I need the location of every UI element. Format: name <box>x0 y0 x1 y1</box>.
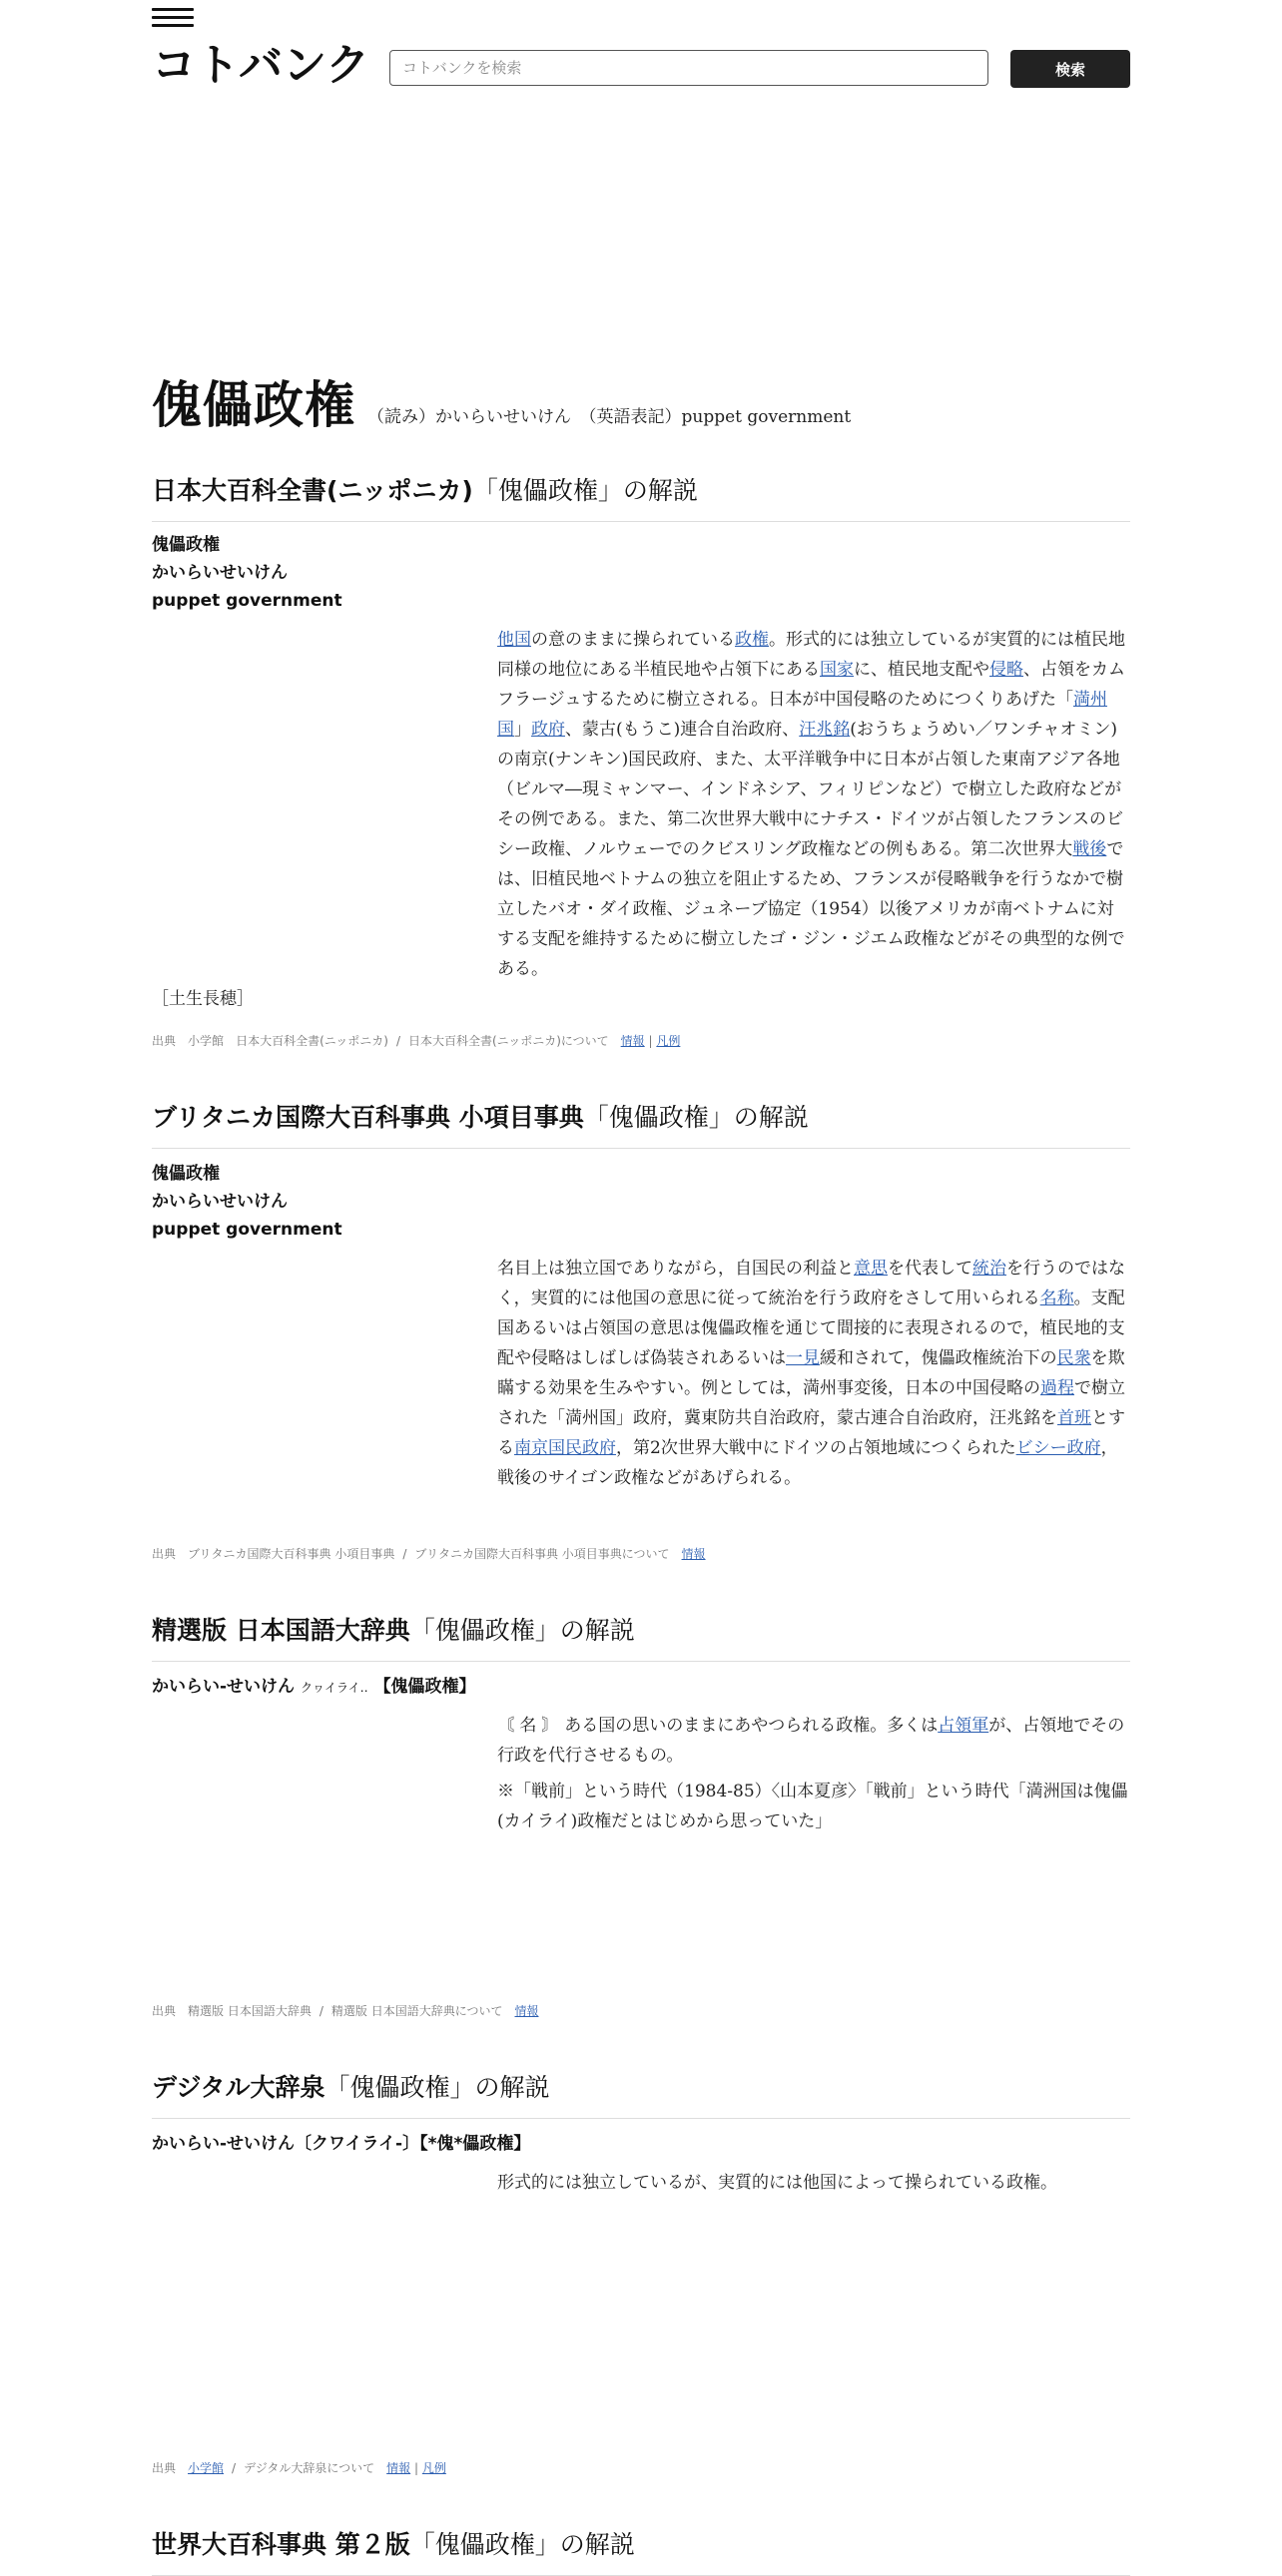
page-wrapper <box>152 0 1130 2559</box>
entry-definition: 形式的には独立しているが、実質的には他国によって操られている政権。 <box>497 2173 1057 2193</box>
term-link[interactable]: 南京国民政府 <box>514 1438 616 1458</box>
entry-head-word: かいらい‐せいけん〔クワイライ‐〕【*傀*儡政権】 <box>152 2134 531 2154</box>
term-link[interactable]: 他国 <box>497 630 531 650</box>
site-header <box>152 0 1130 100</box>
entry-head-reading: かいらいせいけん <box>152 1192 288 1212</box>
entry-body-nikkoku: 〘 名 〙 ある国の思いのままにあやつられる政権。多くは占領軍が、占領地でその行政を代行させるもの。 ※「戦前」という時代（1984‐85）〈山本夏彦〉「戦前」という時代「満洲国は傀儡(カイライ)政権だとはじめから思っていた」 <box>497 1711 1130 1836</box>
term-link[interactable]: 首班 <box>1057 1408 1091 1428</box>
source-nipponica: 出典 小学館 日本大百科全書(ニッポニカ) / 日本大百科全書(ニッポニカ)について 情報 | 凡例 <box>152 1034 681 1048</box>
section-suffix: 「傀儡政権」の解説 <box>472 476 698 505</box>
hamburger-menu-icon[interactable] <box>152 8 194 32</box>
info-link[interactable]: 情報 <box>681 1547 706 1561</box>
source-daijisen: 出典 小学館 / デジタル大辞泉について 情報 | 凡例 <box>152 2461 446 2475</box>
dict-name: 世界大百科事典 第２版 <box>152 2530 410 2559</box>
entry-body-britannica: 名目上は独立国でありながら，自国民の利益と意思を代表して統治を行うのではなく，実質的には他国の意思に従って統治を行う政府をさして用いられる名称。支配国あるいは占領国の意思は傀儡政権を通じて間接的に表現されるので，植民地的支配や侵略はしばしば偽装されあるいは一見緩和されて，傀儡政権統治下の民衆を欺瞞する効果を生みやすい。例としては，満州事変後，日本の中国侵略の過程で樹立された「満州国」政府，冀東防共自治政府，蒙古連合自治政府，汪兆銘を首班とする南京国民政府，第2次世界大戦中にドイツの占領地域につくられたビシー政府，戦後のサイゴン政権などがあげられる。 <box>497 1259 1125 1488</box>
source-britannica: 出典 ブリタニカ国際大百科事典 小項目事典 / ブリタニカ国際大百科事典 小項目事典について 情報 <box>152 1547 706 1561</box>
entry-example: ※「戦前」という時代（1984‐85）〈山本夏彦〉「戦前」という時代「満洲国は傀儡(カイライ)政権だとはじめから思っていた」 <box>497 1782 1128 1831</box>
entry-head <box>152 531 342 615</box>
section-suffix: 「傀儡政権」の解説 <box>409 2530 635 2559</box>
entry-head-word: 傀儡政権 <box>152 1164 220 1184</box>
entry-body-nipponica: 他国の意のままに操られている政権。形式的には独立しているが実質的には植民地同様の地位にある半植民地や占領下にある国家に、植民地支配や侵略、占領をカムフラージュするために樹立される。日本が中国侵略のためにつくりあげた「満州国」政府、蒙古(もうこ)連合自治政府、汪兆銘(おうちょうめい／ワンチャオミン)の南京(ナンキン)国民政府、また、太平洋戦争中に日本が占領した東南アジア各地（ビルマ―現ミャンマー、インドネシア、フィリピンなど）で樹立した政府などがその例である。また、第二次世界大戦中にナチス・ドイツが占領したフランスのビシー政権、ノルウェーでのクビスリング政権などの例もある。第二次世界大戦後では、旧植民地ベトナムの独立を阻止するため、フランスが侵略戦争を行うなかで樹立したバオ・ダイ政権、ジュネーブ協定（1954）以後アメリカが南ベトナムに対する支配を維持するために樹立したゴ・ジン・ジエム政権などがその典型的な例である。 ［土生長穂］ <box>152 630 1125 1009</box>
dict-name: 精選版 日本国語大辞典 <box>152 1616 410 1645</box>
site-logo[interactable]: コトバンク <box>152 40 370 91</box>
entry-author: ［土生長穂］ <box>152 989 254 1009</box>
term-link[interactable]: 一見 <box>786 1348 820 1368</box>
term-link[interactable]: 統治 <box>972 1259 1006 1279</box>
entry-head <box>152 1160 342 1244</box>
term-link[interactable]: 民衆 <box>1056 1348 1091 1368</box>
term-link[interactable]: 満州国 <box>497 690 1107 740</box>
section-title-nikkoku <box>152 1611 1130 1662</box>
publisher-link[interactable]: 小学館 <box>188 2461 225 2475</box>
term-link[interactable]: 意思 <box>854 1259 888 1279</box>
term-link[interactable]: 占領軍 <box>938 1716 989 1736</box>
section-title-britannica <box>152 1098 1130 1149</box>
entry-head-reading: かいらいせいけん <box>152 563 288 583</box>
dict-name: デジタル大辞泉 <box>152 2073 325 2102</box>
section-suffix: 「傀儡政権」の解説 <box>583 1103 809 1132</box>
term-link[interactable]: ビシー政府 <box>1015 1438 1101 1458</box>
info-link[interactable]: 情報 <box>620 1034 645 1048</box>
info-link[interactable]: 情報 <box>386 2461 411 2475</box>
entry-head <box>152 1673 476 1702</box>
legend-link[interactable]: 凡例 <box>421 2461 446 2475</box>
legend-link[interactable]: 凡例 <box>656 1034 681 1048</box>
dict-name: 日本大百科全書(ニッポニカ) <box>152 476 473 505</box>
dict-name: ブリタニカ国際大百科事典 小項目事典 <box>152 1103 584 1132</box>
entry-head-kana: クヮイライ‥ <box>300 1681 368 1695</box>
entry-head-kanji: 【傀儡政権】 <box>373 1677 476 1697</box>
term-link[interactable]: 過程 <box>1040 1378 1074 1398</box>
term-link[interactable]: 侵略 <box>989 660 1023 680</box>
page-title: 傀儡政権 <box>152 376 355 434</box>
term-link[interactable]: 名称 <box>1039 1288 1074 1308</box>
entry-body-daijisen <box>497 2168 1130 2198</box>
term-link[interactable]: 戦後 <box>1072 839 1107 859</box>
section-title-nipponica <box>152 471 1130 522</box>
page-title-block <box>152 365 851 437</box>
section-suffix: 「傀儡政権」の解説 <box>324 2073 550 2102</box>
entry-head <box>152 2130 530 2158</box>
entry-head-english: puppet government <box>152 591 342 611</box>
search-button[interactable]: 検索 <box>1010 50 1130 88</box>
section-suffix: 「傀儡政権」の解説 <box>409 1616 635 1645</box>
entry-head-word: かいらい‐せいけん <box>152 1677 296 1697</box>
section-title-sekai <box>152 2525 1130 2576</box>
entry-head-english: puppet government <box>152 1220 342 1240</box>
term-link[interactable]: 汪兆銘 <box>799 720 851 740</box>
entry-head-word: 傀儡政権 <box>152 535 220 555</box>
source-nikkoku: 出典 精選版 日本国語大辞典 / 精選版 日本国語大辞典について 情報 <box>152 2004 539 2018</box>
term-link[interactable]: 政権 <box>735 630 769 650</box>
section-title-daijisen <box>152 2068 1130 2119</box>
search-input[interactable] <box>389 50 988 86</box>
term-link[interactable]: 政府 <box>531 720 565 740</box>
reading-meta: （読み）かいらいせいけん （英語表記）puppet government <box>367 407 852 427</box>
term-link[interactable]: 国家 <box>820 660 854 680</box>
info-link[interactable]: 情報 <box>514 2004 539 2018</box>
